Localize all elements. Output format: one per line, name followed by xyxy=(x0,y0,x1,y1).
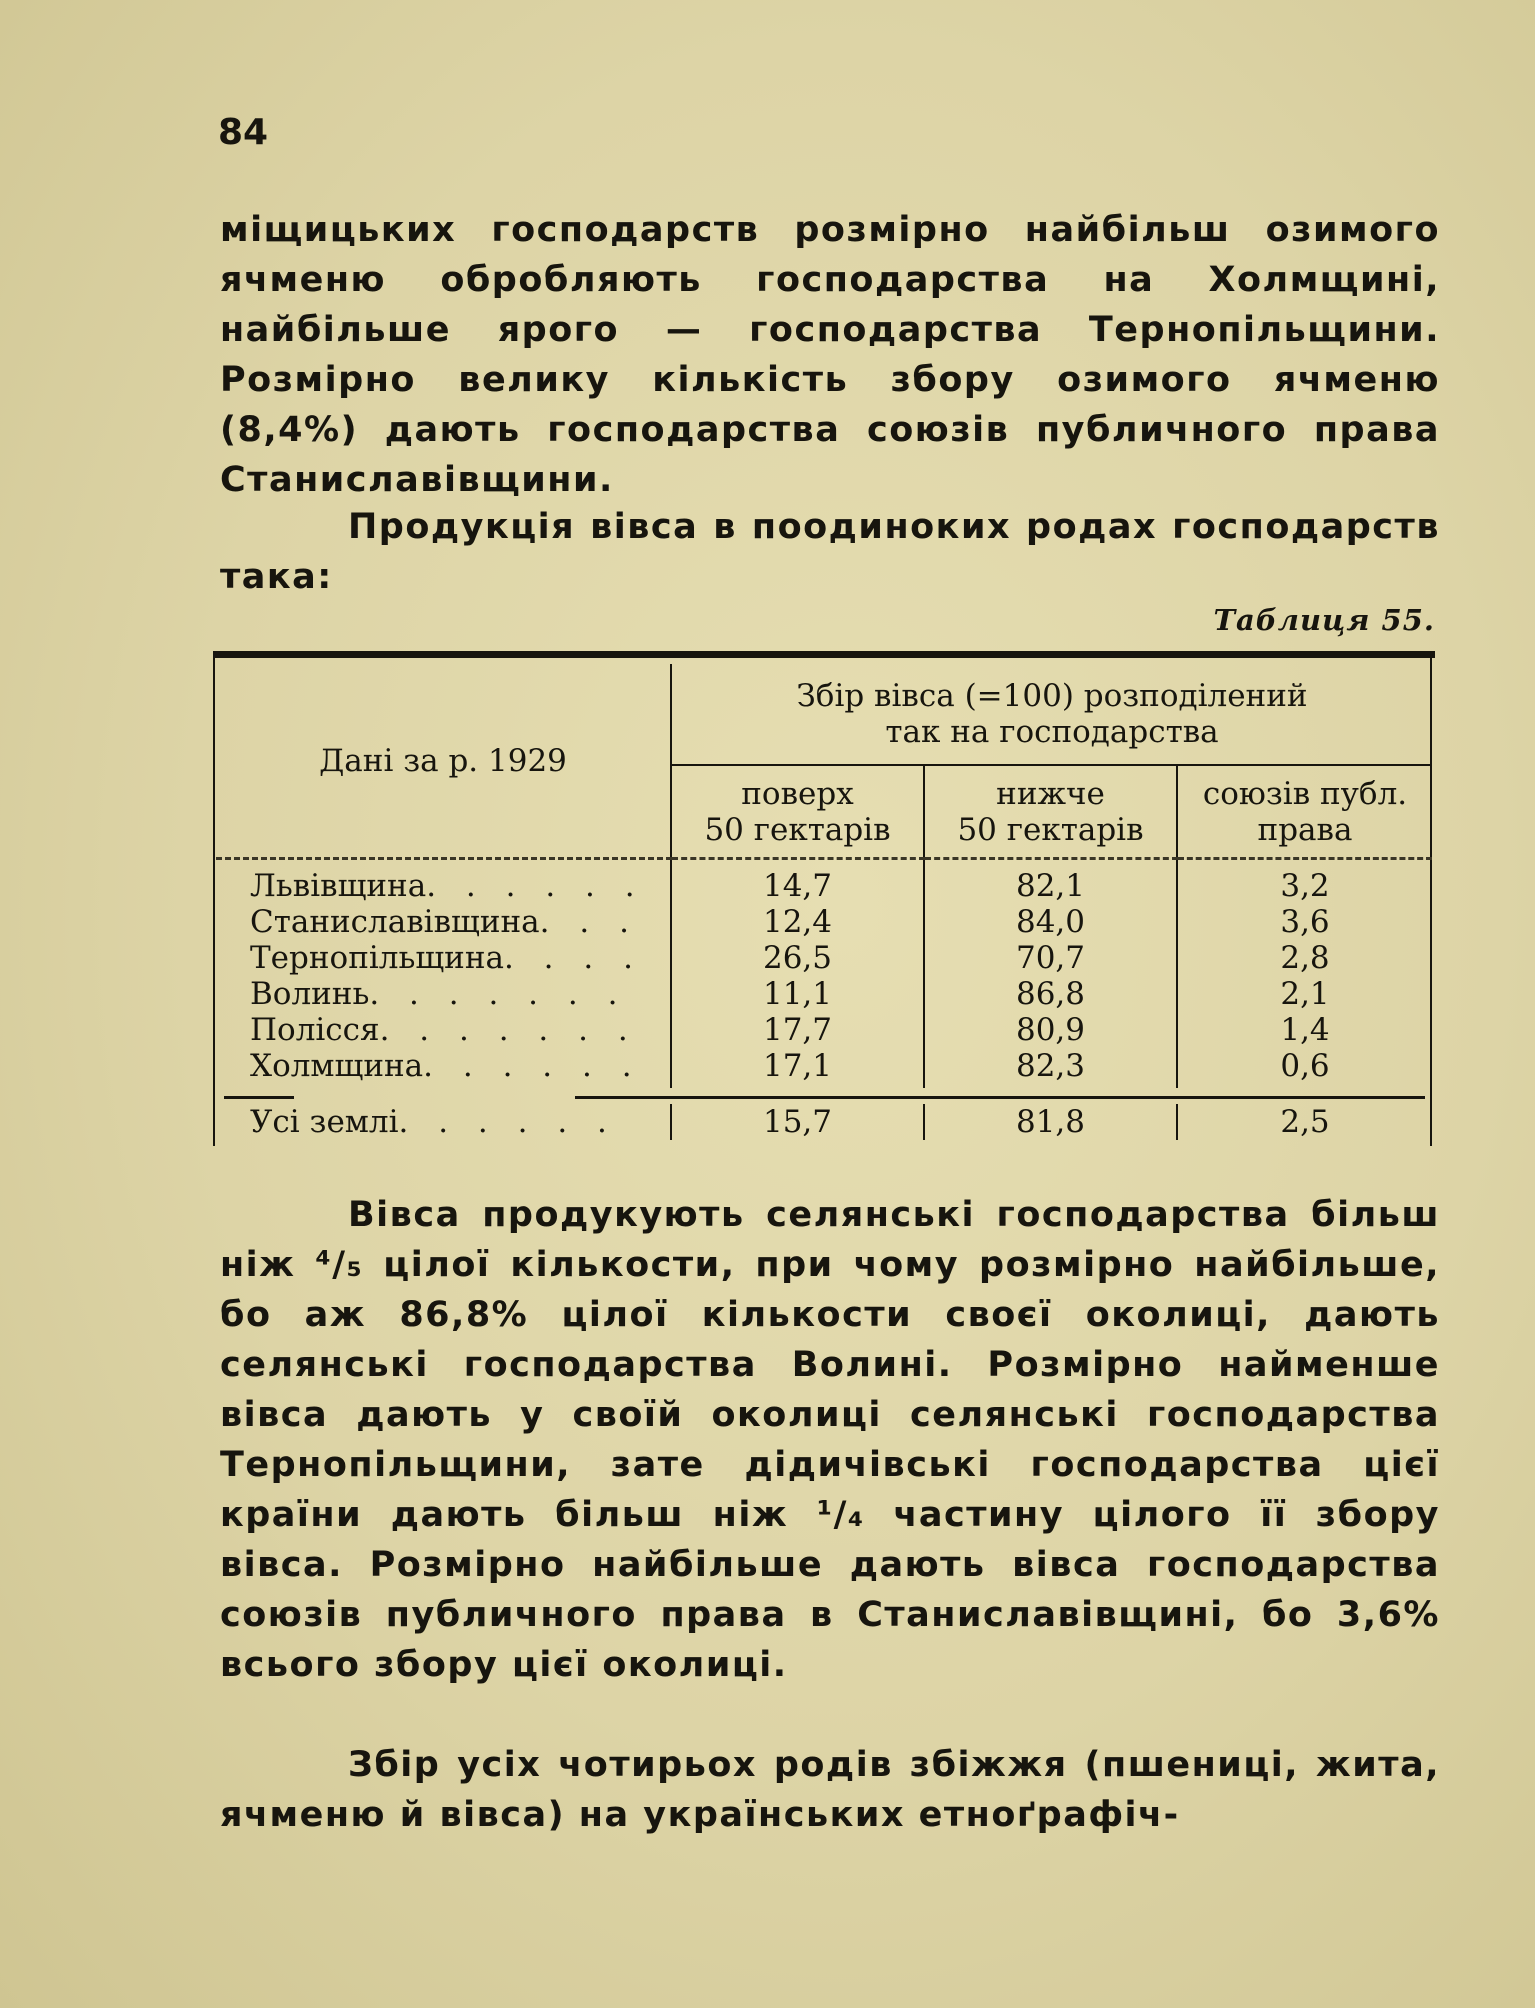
cell-under-50: 82,1 xyxy=(924,859,1177,905)
header-group-line1: Збір вівса (=100) розподілений xyxy=(796,678,1308,714)
paragraph-oats-analysis: Вівса продукують селянські господарства більш ніж ⁴/₅ цілої кількости, при чому розмірно найбільше, бо аж 86,8% цілої кількости своєї околиці, дають селянські господарства Волині. Розмірно найменше вівса дають у своїй околиці селянські господарства Тернопільщини, зате дідичівські господарства цієї країни дають більш ніж ¹/₄ частину цілого її збору вівса. Розмірно найбільше дають вівса господарства союзів публичного права в Станиславівщині, бо 3,6% всього збору цієї околиці. xyxy=(220,1195,1440,1685)
table-row xyxy=(216,1048,1432,1088)
table-row xyxy=(216,904,1432,940)
cell-under-50: 84,0 xyxy=(924,904,1177,940)
header-over-50 xyxy=(671,765,924,859)
region-name: Тернопільщина xyxy=(250,940,504,976)
dot-leader xyxy=(504,940,634,976)
cell-region xyxy=(216,1104,671,1140)
cell-region xyxy=(216,859,671,905)
dot-leader xyxy=(423,1048,634,1084)
region-name: Полісся xyxy=(250,1012,380,1048)
dot-leader xyxy=(540,904,634,940)
oats-table xyxy=(216,664,1432,1088)
cell-under-50: 82,3 xyxy=(924,1048,1177,1088)
cell-public: 2,8 xyxy=(1177,940,1432,976)
header-under-50-line2: 50 гектарів xyxy=(957,811,1144,848)
cell-region xyxy=(216,1012,671,1048)
cell-over-50: 17,7 xyxy=(671,1012,924,1048)
cell-public: 0,6 xyxy=(1177,1048,1432,1088)
cell-over-50: 17,1 xyxy=(671,1048,924,1088)
total-rule xyxy=(575,1096,1425,1099)
header-group xyxy=(671,664,1432,765)
paragraph-oats-intro: Продукція вівса в поодиноких родах господарств така: xyxy=(220,507,1440,597)
header-public-line1: союзів публ. xyxy=(1202,775,1408,812)
dot-leader xyxy=(426,868,634,904)
table-top-rule xyxy=(213,651,1435,658)
total-row xyxy=(216,1104,1432,1140)
cell-under-50: 70,7 xyxy=(924,940,1177,976)
table-row xyxy=(216,976,1432,1012)
cell-over-50: 26,5 xyxy=(671,940,924,976)
dot-leader xyxy=(380,1012,634,1048)
dot-leader xyxy=(369,976,634,1012)
total-rule-short xyxy=(224,1096,294,1099)
header-public xyxy=(1177,765,1432,859)
cell-public: 3,2 xyxy=(1177,859,1432,905)
table-row xyxy=(216,859,1432,905)
cell-over-50: 12,4 xyxy=(671,904,924,940)
region-name: Холмщина xyxy=(250,1048,424,1084)
paragraph-grain-total: Збір усіх чотирьох родів збіжжя (пшениці, жита, ячменю й вівса) на українських етноґрафіч- xyxy=(220,1745,1440,1835)
header-group-line2: так на господарства xyxy=(885,714,1219,750)
cell-public: 1,4 xyxy=(1177,1012,1432,1048)
header-under-50 xyxy=(924,765,1177,859)
cell-region xyxy=(216,904,671,940)
dot-leader xyxy=(399,1104,634,1140)
total-under-50: 81,8 xyxy=(924,1104,1177,1140)
paragraph-barley-intro: міщицьких господарств розмірно найбільш озимого ячменю обробляють господарства на Холмщині, найбільше ярого — господарства Тернопільщини. Розмірно велику кількість збору озимого ячменю (8,4%) дають господарства союзів публичного права Станиславівщини. xyxy=(220,210,1440,500)
cell-region xyxy=(216,940,671,976)
header-region: Дані за р. 1929 xyxy=(216,664,671,859)
cell-public: 2,1 xyxy=(1177,976,1432,1012)
cell-over-50: 14,7 xyxy=(671,859,924,905)
table-label: Таблиця 55. xyxy=(1213,603,1435,637)
cell-region xyxy=(216,1048,671,1088)
total-over-50: 15,7 xyxy=(671,1104,924,1140)
region-name: Станиславівщина xyxy=(250,904,540,940)
cell-under-50: 80,9 xyxy=(924,1012,1177,1048)
table-row xyxy=(216,1012,1432,1048)
cell-under-50: 86,8 xyxy=(924,976,1177,1012)
header-over-50-line1: поверх xyxy=(741,775,854,812)
page-number: 84 xyxy=(218,112,269,153)
header-under-50-line1: нижче xyxy=(996,775,1105,812)
region-name: Львівщина xyxy=(250,868,427,904)
header-over-50-line2: 50 гектарів xyxy=(704,811,891,848)
table-row xyxy=(216,940,1432,976)
total-region-name: Усі землі xyxy=(250,1104,399,1140)
cell-over-50: 11,1 xyxy=(671,976,924,1012)
cell-region xyxy=(216,976,671,1012)
cell-public: 3,6 xyxy=(1177,904,1432,940)
region-name: Волинь xyxy=(250,976,370,1012)
oats-table-total xyxy=(216,1104,1432,1140)
total-public: 2,5 xyxy=(1177,1104,1432,1140)
table-frame-left xyxy=(213,658,215,1146)
header-public-line2: права xyxy=(1257,811,1353,848)
